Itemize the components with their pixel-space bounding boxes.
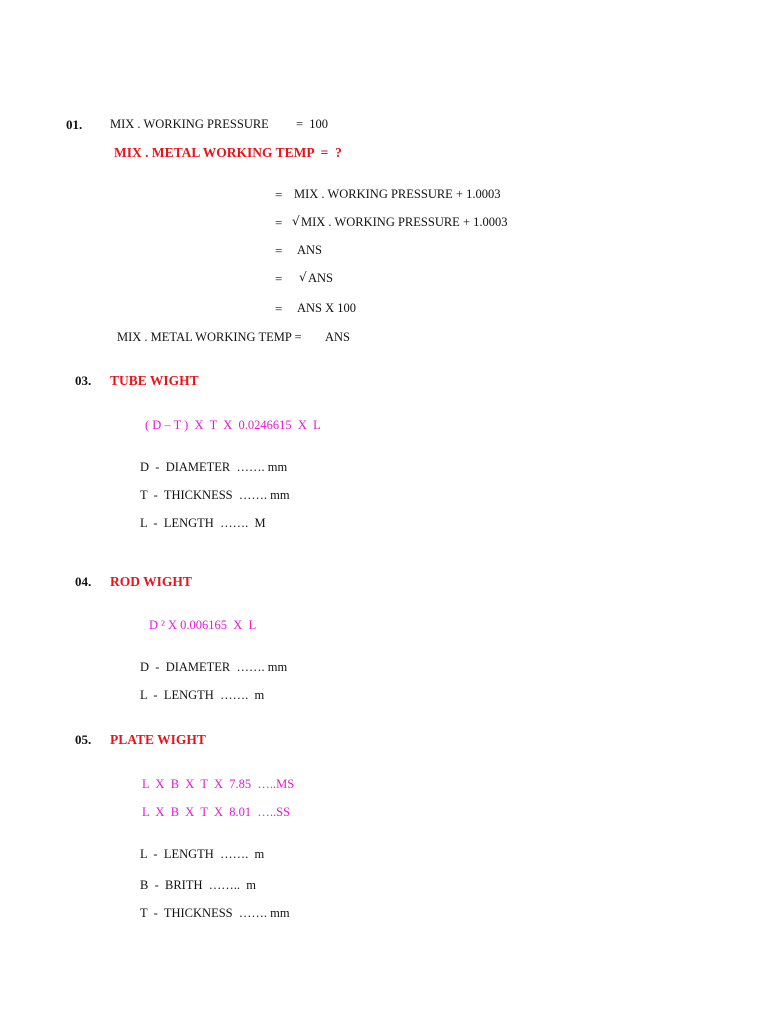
step-equals: =: [275, 187, 283, 202]
sqrt-symbol: √: [292, 214, 300, 228]
tube-var-thickness: T - THICKNESS ……. mm: [140, 488, 290, 502]
section-title-plate: PLATE WIGHT: [110, 732, 206, 747]
tube-formula: ( D – T ) X T X 0.0246615 X L: [145, 418, 321, 432]
plate-formula-ms: L X B X T X 7.85 …..MS: [142, 777, 295, 791]
given-value: = 100: [296, 117, 329, 131]
question-line: MIX . METAL WORKING TEMP = ?: [114, 145, 342, 160]
section-number-04: 04.: [75, 574, 92, 589]
section-number-03: 03.: [75, 373, 92, 388]
step-equals: =: [275, 271, 283, 286]
given-label: MIX . WORKING PRESSURE: [110, 117, 269, 131]
plate-formula-ss: L X B X T X 8.01 …..SS: [142, 805, 291, 819]
step-expression: MIX . WORKING PRESSURE + 1.0003: [294, 187, 501, 201]
rod-var-length: L - LENGTH ……. m: [140, 688, 265, 702]
step-equals: =: [275, 243, 283, 258]
plate-var-length: L - LENGTH ……. m: [140, 847, 265, 861]
plate-var-brith: B - BRITH …….. m: [140, 878, 256, 892]
rod-var-diameter: D - DIAMETER ……. mm: [140, 660, 288, 674]
section-number-05: 05.: [75, 732, 92, 747]
tube-var-diameter: D - DIAMETER ……. mm: [140, 460, 288, 474]
step-equals: =: [275, 215, 283, 230]
section-title-tube: TUBE WIGHT: [110, 373, 199, 388]
plate-var-thickness: T - THICKNESS ……. mm: [140, 906, 290, 920]
result-value: ANS: [325, 330, 351, 344]
step-expression: MIX . WORKING PRESSURE + 1.0003: [301, 215, 508, 229]
sqrt-symbol: √: [299, 270, 307, 284]
tube-var-length: L - LENGTH ……. M: [140, 516, 266, 530]
step-expression: ANS X 100: [297, 301, 357, 315]
section-title-rod: ROD WIGHT: [110, 574, 192, 589]
section-number-01: 01.: [66, 117, 83, 132]
rod-formula: D ² X 0.006165 X L: [149, 618, 257, 632]
step-equals: =: [275, 301, 283, 316]
result-label: MIX . METAL WORKING TEMP =: [117, 330, 302, 344]
step-expression: ANS: [297, 243, 323, 257]
step-expression: ANS: [308, 271, 334, 285]
